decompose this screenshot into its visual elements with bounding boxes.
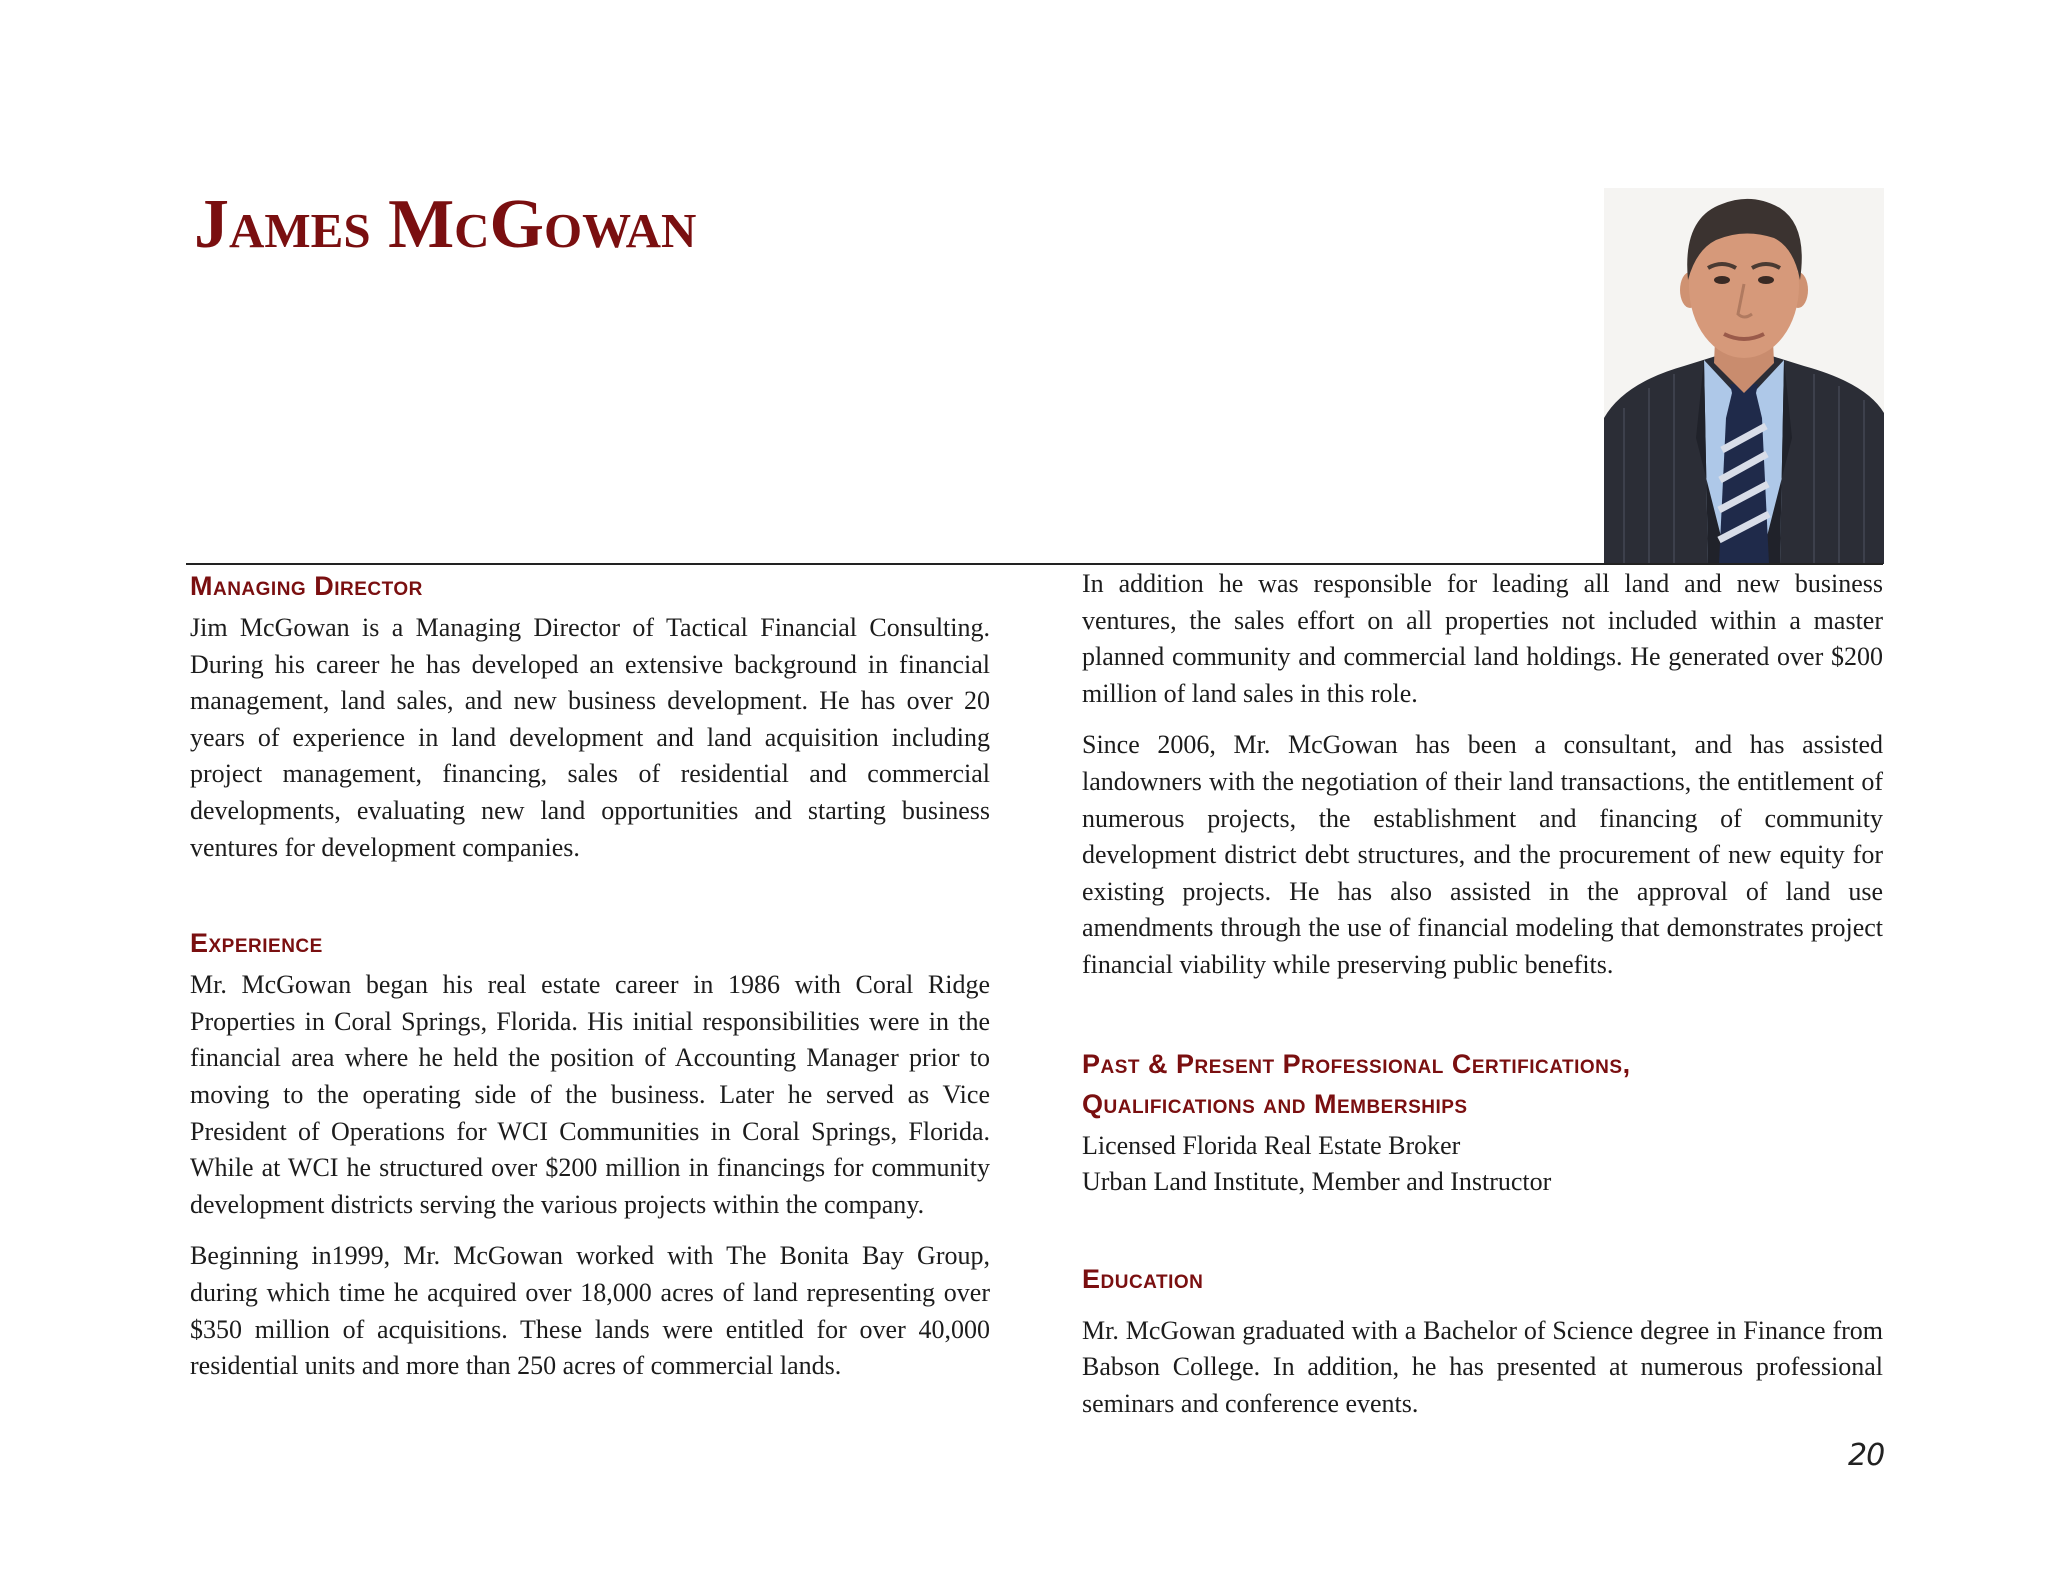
certification-item: Licensed Florida Real Estate Broker [1082, 1130, 1461, 1160]
education-body: Mr. McGowan graduated with a Bachelor of Science degree in Finance from Babson College. In addition, he has presented at numerous professional seminars and conference events. [1082, 1315, 1883, 1418]
experience-paragraph-2: Beginning in1999, Mr. McGowan worked with The Bonita Bay Group, during which time he acquired over 18,000 acres of land representing over $350 million of acquisitions. These lands were entitled for over 40,000 residential units and more than 250 acres of commercial lands. [190, 1241, 990, 1381]
page-number: 20 [1848, 1438, 1885, 1473]
header-divider [186, 563, 1883, 565]
experience-paragraph-4: Since 2006, Mr. McGowan has been a consultant, and has assisted landowners with the negotiation of their land transactions, the entitlement of numerous projects, the establishment and financing of community development district debt structures, and the procurement of new equity for existing projects. He has also assisted in the approval of land use amendments through the use of financial modeling that demonstrates project financial viability while preserving public benefits. [1082, 730, 1883, 979]
certifications-heading-line-1: Past & Present Professional Certifications, [1082, 1048, 1631, 1079]
person-name: James McGowan [194, 186, 697, 263]
experience-paragraph-1: Mr. McGowan began his real estate career in 1986 with Coral Ridge Properties in Coral Springs, Florida. His initial responsibilities were in the financial area where he held the position of Accounting Manager prior to moving to the operating side of the business. Later he served as Vice President of Operations for WCI Communities in Coral Springs, Florida. While at WCI he structured over $200 million in financings for community development districts serving the various projects within the company. [190, 970, 990, 1219]
portrait-illustration [1604, 188, 1884, 564]
managing-director-body: Jim McGowan is a Managing Director of Tactical Financial Consulting. During his career he has developed an extensive background in financial management, land sales, and new business development. He has over 20 years of experience in land development and land acquisition including project management, financing, sales of residential and commercial developments, evaluating new land opportunities and starting business ventures for development companies. [190, 613, 990, 862]
certification-item: Urban Land Institute, Member and Instructor [1082, 1167, 1552, 1197]
education-heading: Education [1082, 1263, 1204, 1294]
left-column [190, 566, 990, 1385]
experience-heading: Experience [190, 928, 323, 959]
right-column [1082, 566, 1883, 1423]
experience-paragraph-3: In addition he was responsible for leading all land and new business ventures, the sales effort on all properties not included within a master planned community and commercial land holdings. He generated over $200 million of land sales in this role. [1082, 569, 1883, 708]
portrait-photo [1604, 188, 1884, 564]
managing-director-heading: Managing Director [190, 571, 423, 601]
certifications-heading-line-2: Qualifications and Memberships [1082, 1088, 1468, 1119]
